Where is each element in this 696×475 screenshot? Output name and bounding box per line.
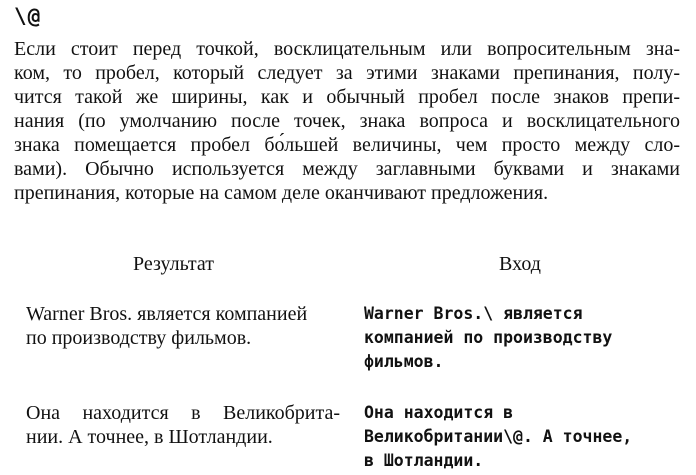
result-column-header: Результат: [133, 253, 215, 275]
input-line: фильмов.: [364, 352, 444, 371]
result-line: Она находится в Великобрита-: [26, 402, 340, 424]
paragraph-line: нания (по умолчанию после точек, знака вопроса и восклицательного: [14, 110, 680, 132]
input-line: в Шотландии.: [364, 451, 484, 470]
input-line: Великобритании\@. А точнее,: [364, 427, 633, 446]
paragraph-line: Если стоит перед точкой, восклицательным или вопросительным зна-: [14, 38, 680, 60]
input-column-header: Вход: [499, 253, 541, 275]
paragraph-line: ком, то пробел, который следует за этими знаками препинания, полу-: [14, 62, 680, 84]
paragraph-line: знака помещается пробел бо́льшей величины, чем просто между сло-: [14, 134, 680, 156]
result-line: по производству фильмов.: [26, 327, 252, 349]
command-heading: \@: [14, 4, 42, 28]
paragraph-line: вами). Обычно используется между заглавными буквами и знаками: [14, 158, 680, 180]
input-line: компанией по производству: [364, 328, 613, 347]
paragraph-line: чится такой же ширины, как и обычный пробел после знаков препи-: [14, 86, 680, 108]
result-line: Warner Bros. является компанией: [26, 303, 308, 325]
input-line: Warner Bros.\ является: [364, 304, 583, 323]
paragraph-line: препинания, которые на самом деле оканчивают предложения.: [14, 182, 549, 204]
result-line: нии. А точнее, в Шотландии.: [26, 426, 273, 448]
input-line: Она находится в: [364, 403, 514, 422]
